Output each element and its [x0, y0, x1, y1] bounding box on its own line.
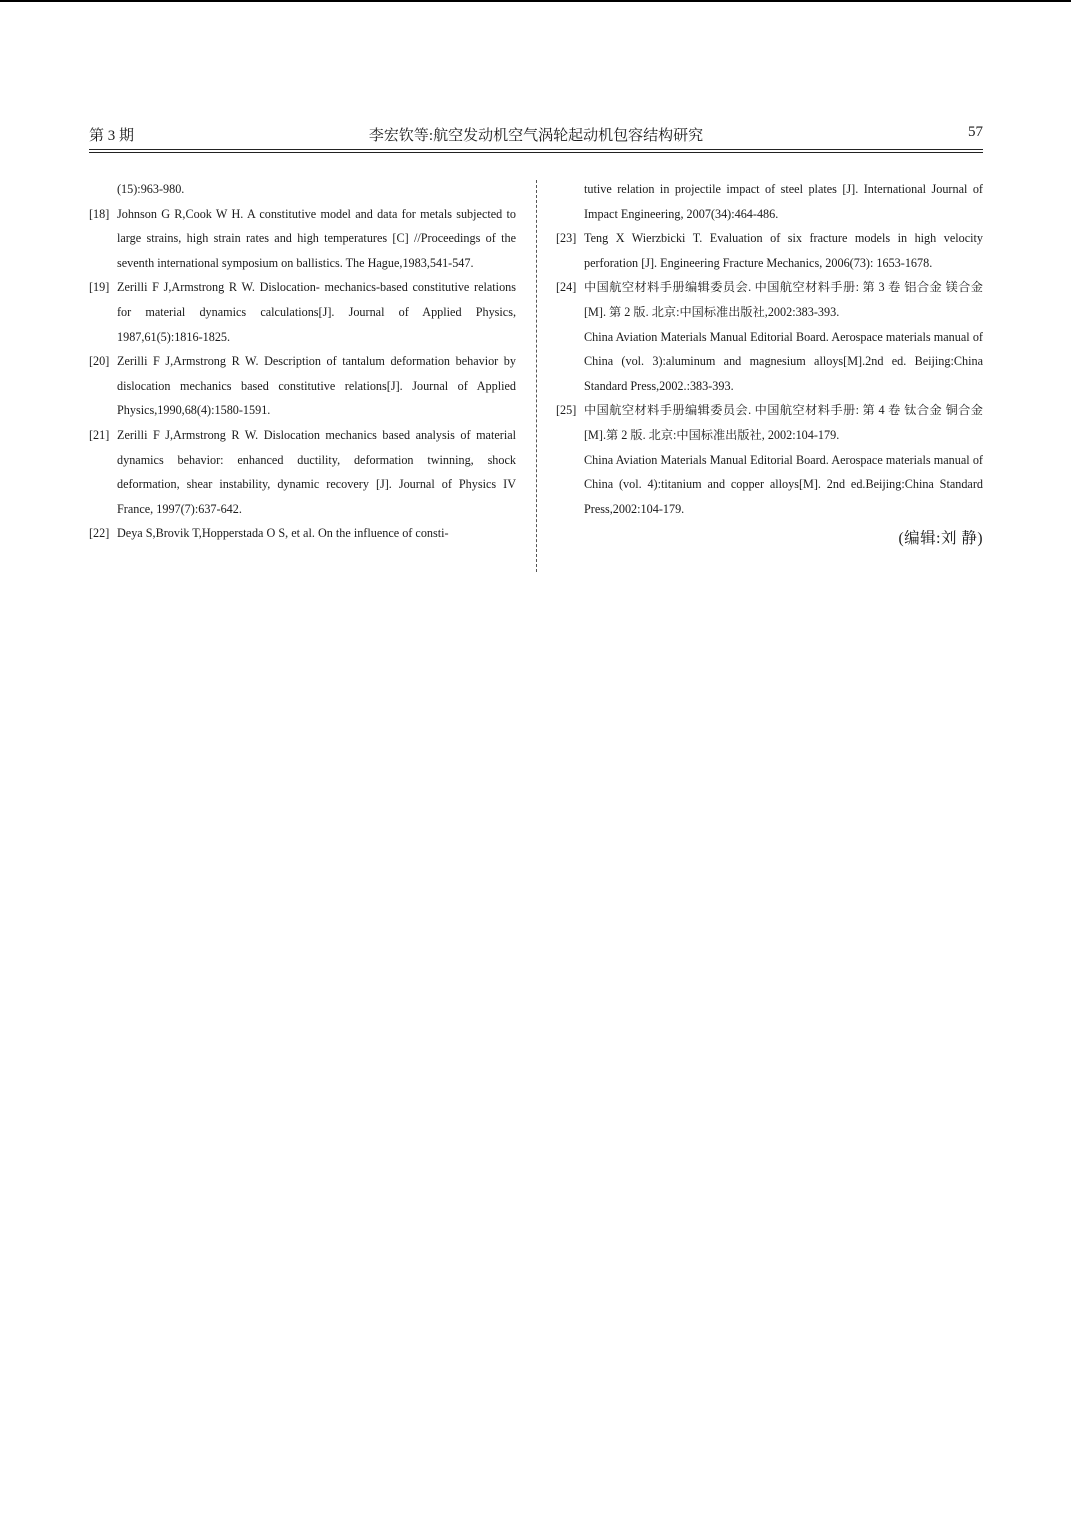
reference-text: Zerilli F J,Armstrong R W. Dislocation mechanics based analysis of material dynamics behavior: enhanced ductility, deformation twinning, shock deformation, shear instability, dynamic recovery [J]. Journal of Physics IV France, 1997(7):637-642. — [117, 427, 516, 516]
reference-number: [21] — [89, 427, 110, 442]
header-rule-thin — [89, 152, 983, 153]
reference-text: Zerilli F J,Armstrong R W. Description of tantalum deformation behavior by dislocation mechanics based constitutive relations[J]. Journal of Applied Physics,1990,68(4):1580-1591. — [117, 354, 516, 418]
page-header — [89, 124, 983, 148]
reference-text: 中国航空材料手册编辑委员会. 中国航空材料手册: 第 3 卷 铝合金 镁合金[M]. 第 2 版. 北京:中国标准出版社,2002:383-393. — [584, 280, 983, 319]
reference-continuation: (15):963-980. — [117, 182, 185, 196]
page-top-border — [0, 0, 1071, 2]
reference-item — [89, 202, 516, 276]
reference-item — [556, 398, 983, 447]
reference-item — [556, 275, 983, 324]
reference-number: [24] — [556, 280, 577, 295]
references-right-column — [556, 177, 983, 552]
reference-item — [89, 423, 516, 521]
reference-english-translation: China Aviation Materials Manual Editorial Board. Aerospace materials manual of China (vol. 4):titanium and copper alloys[M]. 2nd ed.Beijing:China Standard Press,2002:104-179. — [584, 452, 983, 516]
reference-number: [25] — [556, 403, 577, 418]
reference-text: 中国航空材料手册编辑委员会. 中国航空材料手册: 第 4 卷 钛合金 铜合金[M].第 2 版. 北京:中国标准出版社, 2002:104-179. — [584, 403, 983, 442]
reference-item — [89, 275, 516, 349]
reference-text: Johnson G R,Cook W H. A constitutive model and data for metals subjected to large strains, high strain rates and high temperatures [C] //Proceedings of the seventh international symposium on ballistics. The Hague,1983,541-547. — [117, 206, 516, 270]
running-title: 李宏钦等:航空发动机空气涡轮起动机包容结构研究 — [368, 128, 704, 144]
reference-item — [89, 349, 516, 423]
reference-number: [18] — [89, 206, 110, 221]
column-divider — [536, 180, 537, 572]
reference-continuation: tutive relation in projectile impact of steel plates [J]. International Journal of Impact Engineering, 2007(34):464-486. — [584, 182, 983, 221]
issue-number: 第 3 期 — [89, 128, 135, 144]
header-rule — [89, 149, 983, 150]
reference-item — [556, 226, 983, 275]
reference-number: [20] — [89, 354, 110, 369]
editor-note: (编辑:刘 静) — [898, 530, 983, 548]
references-left-column — [89, 177, 516, 546]
reference-number: [22] — [89, 526, 110, 541]
page-number: 57 — [968, 124, 983, 140]
reference-text: Deya S,Brovik T,Hopperstada O S, et al. On the influence of consti- — [117, 526, 449, 541]
reference-text: Zerilli F J,Armstrong R W. Dislocation- mechanics-based constitutive relations for material dynamics calculations[J]. Journal of Applied Physics, 1987,61(5):1816-1825. — [117, 280, 516, 344]
reference-text: Teng X Wierzbicki T. Evaluation of six fracture models in high velocity perforation [J]. Engineering Fracture Mechanics, 2006(73): 1653-1678. — [584, 231, 983, 270]
reference-number: [23] — [556, 231, 577, 246]
reference-item — [89, 521, 516, 546]
reference-english-translation: China Aviation Materials Manual Editorial Board. Aerospace materials manual of China (vol. 3):aluminum and magnesium alloys[M].2nd ed. Beijing:China Standard Press,2002.:383-393. — [584, 329, 983, 393]
reference-number: [19] — [89, 280, 110, 295]
